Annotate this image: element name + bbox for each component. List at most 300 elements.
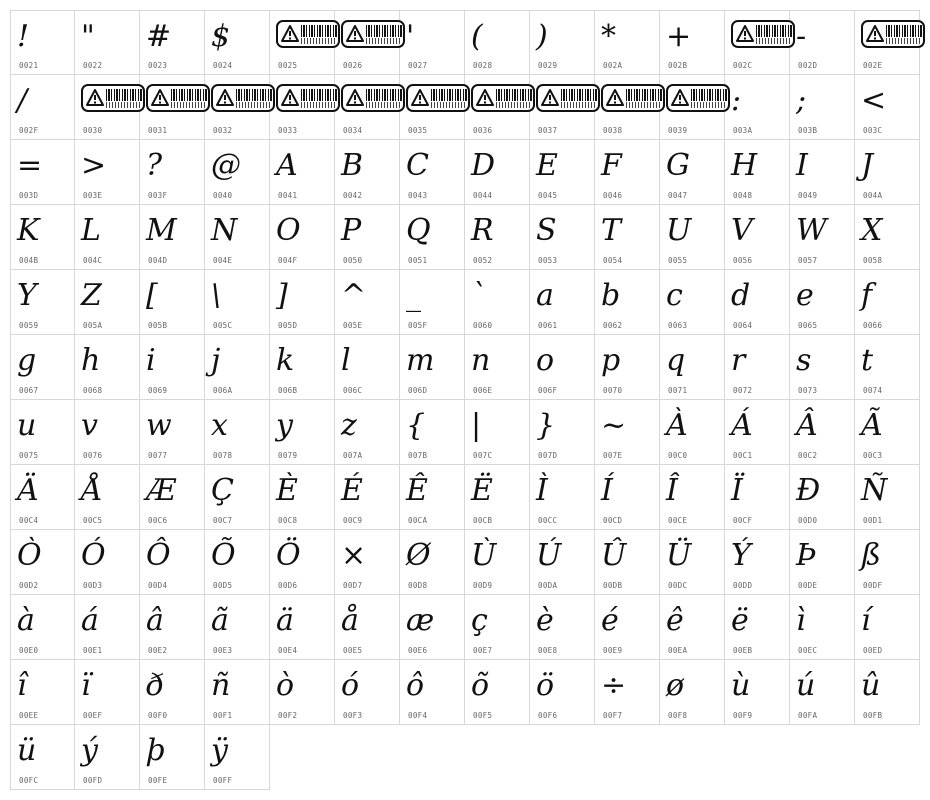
glyph-cell bbox=[270, 530, 335, 595]
glyph-cell bbox=[790, 400, 855, 465]
glyph-sample: ò bbox=[276, 668, 295, 703]
glyph-code-label: 0023 bbox=[148, 61, 168, 70]
glyph-sample: n bbox=[471, 343, 491, 378]
warning-barcode-icon bbox=[276, 20, 340, 48]
glyph-sample: ó bbox=[341, 668, 360, 703]
glyph-code-label: 0032 bbox=[213, 126, 233, 135]
glyph-sample: û bbox=[861, 668, 881, 703]
glyph-code-label: 006D bbox=[408, 386, 428, 395]
glyph-cell bbox=[530, 400, 595, 465]
glyph-code-label: 00DF bbox=[863, 581, 883, 590]
glyph-cell bbox=[205, 660, 270, 725]
glyph-sample: F bbox=[601, 148, 622, 183]
glyph-sample: w bbox=[146, 408, 172, 443]
glyph-cell bbox=[790, 205, 855, 270]
glyph-sample: B bbox=[341, 148, 364, 183]
glyph-cell bbox=[595, 530, 660, 595]
glyph-cell bbox=[10, 530, 75, 595]
glyph-cell bbox=[205, 530, 270, 595]
glyph-sample: ç bbox=[471, 603, 488, 638]
glyph-code-label: 00FE bbox=[148, 776, 168, 785]
glyph-cell bbox=[140, 270, 205, 335]
glyph-cell bbox=[855, 270, 920, 335]
glyph-sample: Å bbox=[81, 473, 103, 508]
glyph-cell bbox=[205, 140, 270, 205]
glyph-code-label: 00C1 bbox=[733, 451, 753, 460]
glyph-sample: Ô bbox=[146, 538, 171, 573]
glyph-cell bbox=[725, 335, 790, 400]
glyph-sample: Z bbox=[81, 278, 102, 313]
glyph-sample: ? bbox=[146, 148, 163, 183]
glyph-sample: Ë bbox=[471, 473, 493, 508]
glyph-code-label: 0071 bbox=[668, 386, 688, 395]
glyph-code-label: 00F9 bbox=[733, 711, 753, 720]
glyph-sample: È bbox=[276, 473, 298, 508]
glyph-sample: " bbox=[81, 19, 95, 54]
glyph-code-label: 00D7 bbox=[343, 581, 363, 590]
glyph-sample: Ý bbox=[731, 538, 751, 573]
glyph-cell bbox=[205, 465, 270, 530]
glyph-cell bbox=[790, 530, 855, 595]
glyph-code-label: 00D2 bbox=[19, 581, 39, 590]
glyph-sample: Ã bbox=[861, 408, 883, 443]
glyph-cell bbox=[595, 205, 660, 270]
glyph-code-label: 0056 bbox=[733, 256, 753, 265]
warning-barcode-icon bbox=[276, 84, 340, 112]
glyph-code-label: 0067 bbox=[19, 386, 39, 395]
glyph-code-label: 0059 bbox=[19, 321, 39, 330]
glyph-code-label: 00F4 bbox=[408, 711, 428, 720]
glyph-cell bbox=[465, 400, 530, 465]
glyph-cell bbox=[855, 10, 920, 75]
glyph-code-label: 0046 bbox=[603, 191, 623, 200]
glyph-sample: ê bbox=[666, 603, 684, 638]
glyph-sample: ' bbox=[406, 19, 415, 54]
glyph-cell bbox=[400, 530, 465, 595]
glyph-code-label: 00E1 bbox=[83, 646, 103, 655]
warning-barcode-icon bbox=[406, 84, 470, 112]
glyph-sample: f bbox=[861, 278, 873, 313]
glyph-code-label: 00FD bbox=[83, 776, 103, 785]
glyph-code-label: 0064 bbox=[733, 321, 753, 330]
glyph-code-label: 00F7 bbox=[603, 711, 623, 720]
glyph-sample: X bbox=[861, 213, 883, 248]
glyph-code-label: 00CA bbox=[408, 516, 428, 525]
glyph-code-label: 0030 bbox=[83, 126, 103, 135]
glyph-code-label: 0042 bbox=[343, 191, 363, 200]
glyph-sample: \ bbox=[211, 278, 222, 313]
glyph-cell bbox=[595, 400, 660, 465]
glyph-cell bbox=[400, 140, 465, 205]
glyph-code-label: 0070 bbox=[603, 386, 623, 395]
glyph-code-label: 0025 bbox=[278, 61, 298, 70]
glyph-code-label: 00EC bbox=[798, 646, 818, 655]
glyph-code-label: 00E8 bbox=[538, 646, 558, 655]
glyph-cell bbox=[205, 10, 270, 75]
glyph-sample: _ bbox=[406, 278, 421, 313]
glyph-code-label: 0058 bbox=[863, 256, 883, 265]
glyph-code-label: 00FB bbox=[863, 711, 883, 720]
glyph-sample: æ bbox=[406, 603, 435, 638]
glyph-code-label: 00E5 bbox=[343, 646, 363, 655]
glyph-code-label: 00E2 bbox=[148, 646, 168, 655]
glyph-sample: ã bbox=[211, 603, 229, 638]
glyph-code-label: 00E7 bbox=[473, 646, 493, 655]
glyph-sample: l bbox=[341, 343, 351, 378]
glyph-sample: T bbox=[601, 213, 622, 248]
glyph-sample: e bbox=[796, 278, 814, 313]
glyph-code-label: 005C bbox=[213, 321, 233, 330]
glyph-sample: ú bbox=[796, 668, 816, 703]
glyph-code-label: 003F bbox=[148, 191, 168, 200]
glyph-cell bbox=[790, 75, 855, 140]
glyph-code-label: 002F bbox=[19, 126, 39, 135]
glyph-cell bbox=[140, 400, 205, 465]
glyph-sample: Ñ bbox=[861, 473, 888, 508]
glyph-sample: Ü bbox=[666, 538, 692, 573]
glyph-sample: í bbox=[861, 603, 871, 638]
glyph-cell bbox=[530, 530, 595, 595]
glyph-cell bbox=[725, 270, 790, 335]
glyph-code-label: 0043 bbox=[408, 191, 428, 200]
glyph-cell bbox=[140, 725, 205, 790]
glyph-cell bbox=[10, 400, 75, 465]
glyph-sample: $ bbox=[211, 19, 231, 54]
glyph-cell bbox=[400, 75, 465, 140]
glyph-cell bbox=[335, 465, 400, 530]
glyph-cell bbox=[10, 270, 75, 335]
glyph-sample: ` bbox=[471, 278, 486, 313]
glyph-sample: À bbox=[666, 408, 688, 443]
glyph-sample: | bbox=[471, 408, 482, 443]
glyph-cell bbox=[465, 270, 530, 335]
glyph-cell bbox=[595, 75, 660, 140]
glyph-code-label: 002B bbox=[668, 61, 688, 70]
glyph-cell bbox=[75, 270, 140, 335]
glyph-sample: j bbox=[211, 343, 221, 378]
glyph-code-label: 0035 bbox=[408, 126, 428, 135]
glyph-code-label: 003D bbox=[19, 191, 39, 200]
glyph-code-label: 005F bbox=[408, 321, 428, 330]
glyph-code-label: 00E4 bbox=[278, 646, 298, 655]
glyph-cell bbox=[335, 205, 400, 270]
glyph-code-label: 0055 bbox=[668, 256, 688, 265]
glyph-sample: g bbox=[17, 343, 37, 378]
glyph-cell bbox=[725, 660, 790, 725]
glyph-code-label: 00FC bbox=[19, 776, 39, 785]
glyph-cell bbox=[790, 270, 855, 335]
glyph-cell bbox=[725, 595, 790, 660]
glyph-code-label: 004E bbox=[213, 256, 233, 265]
glyph-cell bbox=[660, 595, 725, 660]
glyph-code-label: 00D6 bbox=[278, 581, 298, 590]
glyph-cell bbox=[855, 75, 920, 140]
glyph-sample: A bbox=[276, 148, 298, 183]
glyph-cell bbox=[10, 725, 75, 790]
glyph-sample: Ê bbox=[406, 473, 428, 508]
glyph-code-label: 0029 bbox=[538, 61, 558, 70]
glyph-sample: â bbox=[146, 603, 164, 638]
glyph-code-label: 00CB bbox=[473, 516, 493, 525]
glyph-code-label: 00DD bbox=[733, 581, 753, 590]
glyph-code-label: 00D4 bbox=[148, 581, 168, 590]
glyph-code-label: 00C3 bbox=[863, 451, 883, 460]
glyph-cell bbox=[595, 595, 660, 660]
glyph-cell bbox=[400, 335, 465, 400]
glyph-sample: ß bbox=[861, 538, 882, 573]
glyph-cell bbox=[270, 140, 335, 205]
glyph-cell bbox=[660, 660, 725, 725]
glyph-cell bbox=[140, 465, 205, 530]
glyph-code-label: 0050 bbox=[343, 256, 363, 265]
glyph-sample: a bbox=[536, 278, 554, 313]
glyph-cell bbox=[140, 335, 205, 400]
glyph-sample: à bbox=[17, 603, 35, 638]
glyph-code-label: 00FF bbox=[213, 776, 233, 785]
glyph-sample: Ð bbox=[796, 473, 821, 508]
glyph-sample: C bbox=[406, 148, 429, 183]
glyph-sample: Ø bbox=[406, 538, 431, 573]
glyph-sample: Û bbox=[601, 538, 627, 573]
glyph-code-label: 00CC bbox=[538, 516, 558, 525]
glyph-code-label: 00C8 bbox=[278, 516, 298, 525]
glyph-code-label: 0066 bbox=[863, 321, 883, 330]
glyph-cell bbox=[140, 530, 205, 595]
glyph-cell bbox=[465, 595, 530, 660]
warning-barcode-icon bbox=[731, 20, 795, 48]
glyph-code-label: 00D8 bbox=[408, 581, 428, 590]
glyph-sample: M bbox=[146, 213, 177, 248]
glyph-cell bbox=[75, 725, 140, 790]
glyph-code-label: 0062 bbox=[603, 321, 623, 330]
glyph-cell bbox=[465, 140, 530, 205]
glyph-sample: x bbox=[211, 408, 228, 443]
glyph-sample: Æ bbox=[146, 473, 177, 508]
glyph-code-label: 00C0 bbox=[668, 451, 688, 460]
glyph-sample: q bbox=[666, 343, 686, 378]
glyph-code-label: 00CF bbox=[733, 516, 753, 525]
glyph-sample: ÿ bbox=[211, 733, 228, 768]
glyph-sample: W bbox=[796, 213, 827, 248]
glyph-code-label: 00CD bbox=[603, 516, 623, 525]
glyph-sample: = bbox=[17, 148, 43, 183]
glyph-cell bbox=[465, 465, 530, 530]
glyph-code-label: 004A bbox=[863, 191, 883, 200]
glyph-code-label: 005E bbox=[343, 321, 363, 330]
glyph-sample: O bbox=[276, 213, 301, 248]
glyph-cell bbox=[400, 465, 465, 530]
glyph-cell bbox=[725, 75, 790, 140]
glyph-sample: Ì bbox=[536, 473, 548, 508]
glyph-code-label: 00CE bbox=[668, 516, 688, 525]
glyph-code-label: 00E3 bbox=[213, 646, 233, 655]
glyph-sample: > bbox=[81, 148, 107, 183]
glyph-cell bbox=[335, 75, 400, 140]
glyph-cell bbox=[660, 75, 725, 140]
glyph-sample: k bbox=[276, 343, 295, 378]
glyph-code-label: 00E6 bbox=[408, 646, 428, 655]
glyph-sample: Õ bbox=[211, 538, 236, 573]
glyph-code-label: 0049 bbox=[798, 191, 818, 200]
glyph-cell bbox=[205, 595, 270, 660]
glyph-cell bbox=[270, 75, 335, 140]
glyph-sample: ù bbox=[731, 668, 751, 703]
glyph-cell bbox=[465, 75, 530, 140]
glyph-cell bbox=[270, 465, 335, 530]
glyph-code-label: 00F6 bbox=[538, 711, 558, 720]
glyph-cell bbox=[530, 465, 595, 530]
glyph-code-label: 00EE bbox=[19, 711, 39, 720]
glyph-sample: Í bbox=[601, 473, 613, 508]
glyph-cell bbox=[465, 660, 530, 725]
glyph-code-label: 006F bbox=[538, 386, 558, 395]
glyph-cell bbox=[205, 205, 270, 270]
glyph-code-label: 00DB bbox=[603, 581, 623, 590]
glyph-code-label: 0053 bbox=[538, 256, 558, 265]
glyph-sample: b bbox=[601, 278, 621, 313]
glyph-code-label: 0047 bbox=[668, 191, 688, 200]
glyph-sample: Ú bbox=[536, 538, 562, 573]
glyph-sample: á bbox=[81, 603, 99, 638]
glyph-cell bbox=[400, 660, 465, 725]
glyph-cell bbox=[205, 335, 270, 400]
glyph-code-label: 00C6 bbox=[148, 516, 168, 525]
glyph-code-label: 0024 bbox=[213, 61, 233, 70]
glyph-code-label: 00F1 bbox=[213, 711, 233, 720]
glyph-sample: H bbox=[731, 148, 758, 183]
warning-barcode-icon bbox=[341, 20, 405, 48]
warning-barcode-icon bbox=[341, 84, 405, 112]
glyph-code-label: 005D bbox=[278, 321, 298, 330]
glyph-cell bbox=[140, 140, 205, 205]
glyph-cell bbox=[725, 530, 790, 595]
glyph-cell bbox=[10, 75, 75, 140]
glyph-cell bbox=[790, 10, 855, 75]
glyph-cell bbox=[10, 465, 75, 530]
glyph-code-label: 007C bbox=[473, 451, 493, 460]
glyph-cell bbox=[725, 205, 790, 270]
glyph-cell bbox=[595, 660, 660, 725]
glyph-sample: É bbox=[341, 473, 363, 508]
glyph-sample: þ bbox=[146, 733, 166, 768]
glyph-sample: Â bbox=[796, 408, 818, 443]
glyph-cell bbox=[10, 660, 75, 725]
glyph-sample: Á bbox=[731, 408, 753, 443]
glyph-sample: N bbox=[211, 213, 238, 248]
glyph-code-label: 0031 bbox=[148, 126, 168, 135]
glyph-code-label: 00EA bbox=[668, 646, 688, 655]
glyph-sample: ~ bbox=[601, 408, 627, 443]
glyph-code-label: 003B bbox=[798, 126, 818, 135]
glyph-code-label: 00F2 bbox=[278, 711, 298, 720]
glyph-sample: * bbox=[601, 19, 616, 54]
glyph-cell bbox=[335, 400, 400, 465]
glyph-sample: L bbox=[81, 213, 101, 248]
glyph-code-label: 0044 bbox=[473, 191, 493, 200]
glyph-sample: ë bbox=[731, 603, 749, 638]
glyph-code-label: 0063 bbox=[668, 321, 688, 330]
glyph-code-label: 0052 bbox=[473, 256, 493, 265]
glyph-cell bbox=[205, 75, 270, 140]
glyph-code-label: 00C2 bbox=[798, 451, 818, 460]
glyph-sample: õ bbox=[471, 668, 490, 703]
glyph-code-label: 0041 bbox=[278, 191, 298, 200]
glyph-cell bbox=[530, 10, 595, 75]
glyph-code-label: 007D bbox=[538, 451, 558, 460]
glyph-cell bbox=[530, 660, 595, 725]
glyph-code-label: 0038 bbox=[603, 126, 623, 135]
warning-barcode-icon bbox=[81, 84, 145, 112]
glyph-sample: R bbox=[471, 213, 494, 248]
warning-barcode-icon bbox=[211, 84, 275, 112]
glyph-code-label: 00C9 bbox=[343, 516, 363, 525]
glyph-cell bbox=[75, 595, 140, 660]
glyph-code-label: 004B bbox=[19, 256, 39, 265]
glyph-code-label: 0060 bbox=[473, 321, 493, 330]
glyph-cell bbox=[75, 660, 140, 725]
glyph-sample: Y bbox=[17, 278, 37, 313]
glyph-cell bbox=[400, 270, 465, 335]
glyph-code-label: 0028 bbox=[473, 61, 493, 70]
glyph-sample: c bbox=[666, 278, 683, 313]
glyph-sample: r bbox=[731, 343, 746, 378]
glyph-sample: å bbox=[341, 603, 359, 638]
glyph-code-label: 006B bbox=[278, 386, 298, 395]
glyph-cell bbox=[465, 205, 530, 270]
glyph-sample: < bbox=[861, 83, 887, 118]
glyph-code-label: 00DA bbox=[538, 581, 558, 590]
glyph-code-label: 0026 bbox=[343, 61, 363, 70]
glyph-code-label: 002C bbox=[733, 61, 753, 70]
glyph-sample: h bbox=[81, 343, 101, 378]
glyph-cell bbox=[530, 595, 595, 660]
glyph-cell bbox=[75, 335, 140, 400]
glyph-code-label: 0069 bbox=[148, 386, 168, 395]
glyph-cell bbox=[270, 205, 335, 270]
warning-barcode-icon bbox=[666, 84, 730, 112]
glyph-cell bbox=[335, 660, 400, 725]
glyph-cell bbox=[790, 660, 855, 725]
glyph-sample: ( bbox=[471, 19, 483, 54]
glyph-sample: î bbox=[17, 668, 27, 703]
glyph-code-label: 0077 bbox=[148, 451, 168, 460]
glyph-code-label: 0072 bbox=[733, 386, 753, 395]
glyph-code-label: 0075 bbox=[19, 451, 39, 460]
glyph-sample: ] bbox=[276, 278, 288, 313]
glyph-code-label: 0079 bbox=[278, 451, 298, 460]
glyph-cell bbox=[270, 10, 335, 75]
glyph-code-label: 00DE bbox=[798, 581, 818, 590]
glyph-cell bbox=[205, 270, 270, 335]
glyph-code-label: 006E bbox=[473, 386, 493, 395]
glyph-code-label: 007B bbox=[408, 451, 428, 460]
glyph-cell bbox=[595, 270, 660, 335]
glyph-sample: × bbox=[341, 538, 367, 573]
glyph-code-label: 0061 bbox=[538, 321, 558, 330]
glyph-cell bbox=[855, 660, 920, 725]
glyph-cell bbox=[400, 205, 465, 270]
glyph-sample: ^ bbox=[341, 278, 367, 313]
glyph-sample: ü bbox=[17, 733, 37, 768]
glyph-code-label: 00EB bbox=[733, 646, 753, 655]
glyph-cell bbox=[270, 595, 335, 660]
glyph-sample: ý bbox=[81, 733, 98, 768]
glyph-code-label: 00C5 bbox=[83, 516, 103, 525]
glyph-cell bbox=[335, 530, 400, 595]
glyph-sample: K bbox=[17, 213, 40, 248]
glyph-code-label: 005A bbox=[83, 321, 103, 330]
glyph-code-label: 002E bbox=[863, 61, 883, 70]
